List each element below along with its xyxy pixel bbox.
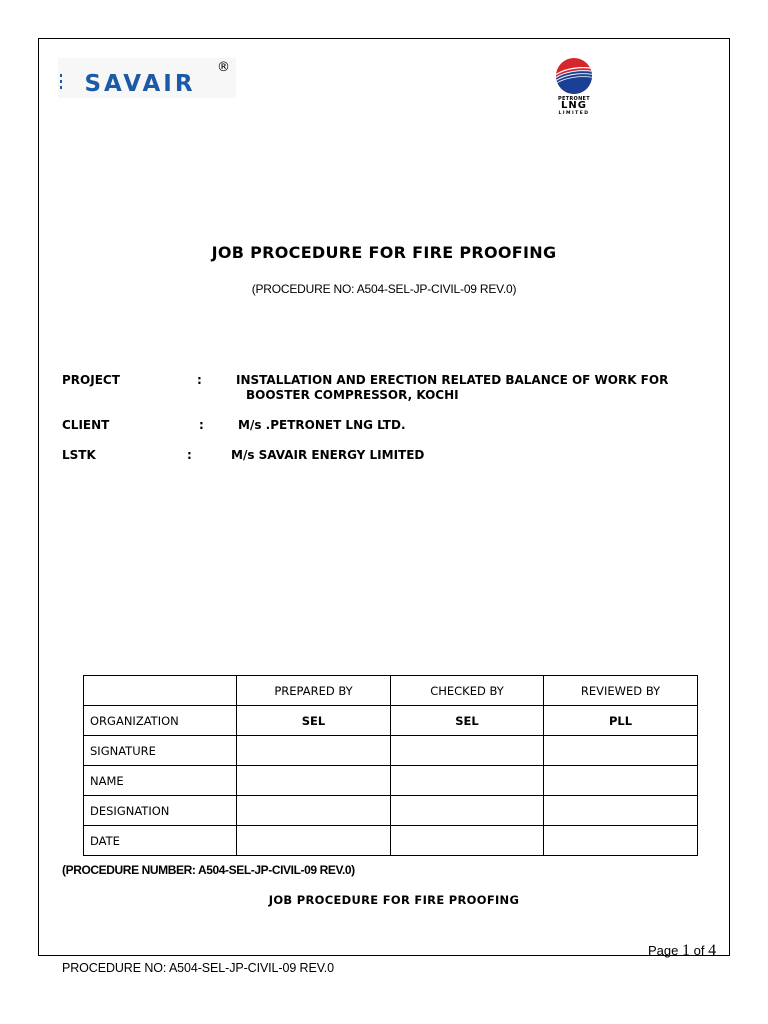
client-label: CLIENT	[62, 418, 110, 432]
procedure-number-subtitle: (PROCEDURE NO: A504-SEL-JP-CIVIL-09 REV.0)	[251, 282, 517, 296]
date-reviewed	[544, 826, 698, 856]
savair-logo-text: SAVAIR	[62, 72, 218, 96]
petronet-globe-icon	[548, 56, 600, 96]
name-prepared	[237, 766, 391, 796]
date-checked	[391, 826, 544, 856]
footer-title: JOB PROCEDURE FOR FIRE PROOFING	[268, 893, 520, 907]
signature-prepared	[237, 736, 391, 766]
row-label: DESIGNATION	[84, 796, 237, 826]
page-current: 1	[681, 942, 690, 959]
designation-reviewed	[544, 796, 698, 826]
row-label: SIGNATURE	[84, 736, 237, 766]
row-label: ORGANIZATION	[84, 706, 237, 736]
date-prepared	[237, 826, 391, 856]
petronet-logo-line3: LIMITED	[558, 111, 590, 116]
page-total: 4	[708, 942, 717, 959]
table-row-name	[84, 766, 698, 796]
petronet-logo-line1: PETRONET	[557, 96, 590, 102]
organization-reviewed: PLL	[544, 706, 698, 736]
table-row-designation	[84, 796, 698, 826]
row-label: NAME	[84, 766, 237, 796]
designation-checked	[391, 796, 544, 826]
lstk-label: LSTK	[62, 448, 96, 462]
table-header-row	[84, 676, 698, 706]
project-value-line2: BOOSTER COMPRESSOR, KOCHI	[246, 388, 459, 402]
petronet-lng-logo	[540, 56, 608, 118]
table-header-reviewed-by: REVIEWED BY	[544, 676, 698, 706]
project-label: PROJECT	[62, 373, 120, 387]
name-checked	[391, 766, 544, 796]
project-colon: :	[197, 373, 202, 387]
row-label: DATE	[84, 826, 237, 856]
organization-prepared: SEL	[237, 706, 391, 736]
designation-prepared	[237, 796, 391, 826]
registered-mark: ®	[217, 60, 230, 75]
table-row-organization	[84, 706, 698, 736]
organization-checked: SEL	[391, 706, 544, 736]
table-header-checked-by: CHECKED BY	[391, 676, 544, 706]
client-colon: :	[199, 418, 204, 432]
signature-reviewed	[544, 736, 698, 766]
page-prefix: Page	[648, 943, 682, 958]
page-of: of	[689, 943, 709, 958]
savair-logo	[58, 58, 236, 98]
project-value-line1: INSTALLATION AND ERECTION RELATED BALANCE OF WORK FOR	[236, 373, 669, 387]
table-row-signature	[84, 736, 698, 766]
signature-checked	[391, 736, 544, 766]
table-header-prepared-by: PREPARED BY	[237, 676, 391, 706]
lstk-colon: :	[187, 448, 192, 462]
lstk-value: M/s SAVAIR ENERGY LIMITED	[231, 448, 425, 462]
petronet-logo-line2: LNG	[561, 100, 587, 111]
approval-table	[83, 675, 698, 856]
document-title: JOB PROCEDURE FOR FIRE PROOFING	[211, 243, 557, 262]
client-value: M/s .PETRONET LNG LTD.	[238, 418, 406, 432]
procedure-number-line: (PROCEDURE NUMBER: A504-SEL-JP-CIVIL-09 REV.0)	[62, 863, 355, 877]
table-row-date	[84, 826, 698, 856]
table-header-empty	[84, 676, 237, 706]
name-reviewed	[544, 766, 698, 796]
footer-procedure-number: PROCEDURE NO: A504-SEL-JP-CIVIL-09 REV.0	[62, 961, 335, 975]
page-number	[648, 942, 716, 960]
